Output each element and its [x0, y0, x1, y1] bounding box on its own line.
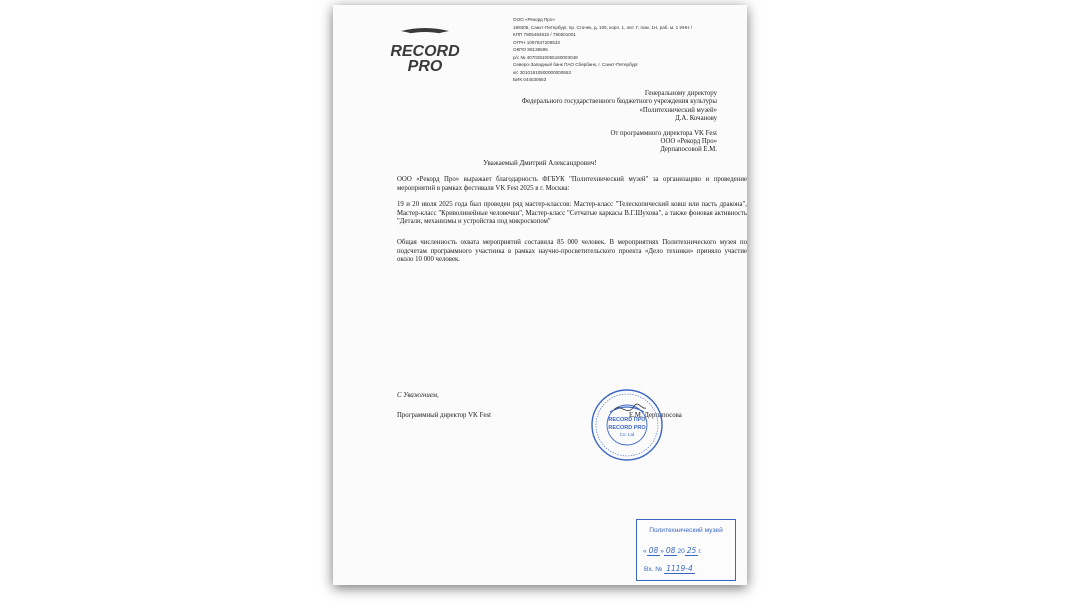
company-requisites: [513, 16, 743, 84]
stamp-number-value: 1119-4: [666, 564, 693, 573]
stamp-date-year-suffix: 25: [686, 546, 697, 555]
stamp-date-month: 08: [665, 546, 676, 555]
requisite-line: р/с № 40702810055160003048: [513, 54, 578, 60]
addressee-line: Д.А. Кочанову: [675, 115, 717, 123]
sender-line: ООО «Рекорд Про»: [660, 138, 717, 146]
signature-name: Е.М. Дерпапосова: [629, 412, 682, 419]
seal-line3: Co. Ltd: [619, 432, 635, 437]
stamp-date-day: 08: [648, 546, 659, 555]
addressee-line: Федерального государственного бюджетного учреждения культуры: [521, 98, 717, 106]
logo-line1: RECORD: [390, 43, 460, 60]
letter-page: [333, 5, 747, 585]
requisite-line: Северо-Западный банк ПАО Сбербанк, г. Санкт-Петербург: [513, 62, 639, 67]
seal-icon: [590, 388, 664, 462]
addressee-line: Генеральному директору: [644, 90, 717, 97]
sender-line: Дерпапосовой Е.М.: [660, 146, 717, 154]
addressee-line: «Политехнический музей»: [639, 106, 717, 114]
requisite-line: КПП 7805484815 / 780501001: [513, 32, 576, 37]
stamp-date: « 08 » 08 20 25 г.: [643, 546, 702, 555]
requisite-line: 198305, Санкт-Петербург, пр. Стачек, д. 105, корп. 1, лит. Г, пом. 1Н, раб. м. 1 ИНН /: [513, 24, 692, 30]
director-title: Программный директор VK Fest: [397, 412, 491, 419]
sender-line: От программного директора VK Fest: [610, 129, 717, 137]
requisite-line: к/с 30101810500000000653: [513, 69, 571, 75]
requisite-line: ОГРН 1097847209533: [513, 39, 560, 45]
stamp-number-label: Вх. №: [644, 566, 663, 573]
stamp-date-year-prefix: 20: [677, 548, 685, 555]
requisite-line: ООО «Рекорд Про»: [513, 17, 555, 22]
registration-stamp: [636, 519, 736, 581]
salutation: Уважаемый Дмитрий Александрович!: [483, 159, 597, 167]
seal-line1: RECORD ПРО: [608, 417, 646, 423]
addressee-block: [457, 90, 717, 155]
requisite-line: БИК 044030653: [513, 77, 547, 82]
logo-wings-icon: [377, 27, 473, 75]
seal-line2: RECORD PRO: [608, 425, 646, 431]
paragraph: Общая численность охвата мероприятий составила 85 000 человек. В мероприятиях Политехнического музея по подсчетам программного участника в рамках научно-просветительского проекта «Дело техники» приняло участие около 10 000 человек.: [397, 239, 747, 264]
paragraph: 19 и 20 июля 2025 года был проведен ряд мастер-классов: Мастер-класс "Телескопический ковш или пасть дракона", Мастер-класс "Криволинейные человечки", Мастер-класс "Сетчатые каркасы В.Г.Шухова", а также фоновая активность "Детали, механизмы и устройства под микроскопом": [397, 201, 747, 226]
closing: С Уважением,: [397, 392, 439, 399]
record-pro-logo: [377, 27, 473, 75]
company-seal: [590, 388, 664, 462]
requisite-line: ОКПО 89136595: [513, 47, 548, 52]
logo-line2: PRO: [407, 58, 443, 75]
paragraph: ООО «Рекорд Про» выражает благодарность ФГБУК "Политехнический музей" за организацию и проведение мероприятий в рамках фестиваля VK Fest 2025 в г. Москва:: [397, 176, 747, 192]
stamp-title: Политехнический музей: [649, 527, 723, 534]
stamp-number: [644, 564, 695, 573]
